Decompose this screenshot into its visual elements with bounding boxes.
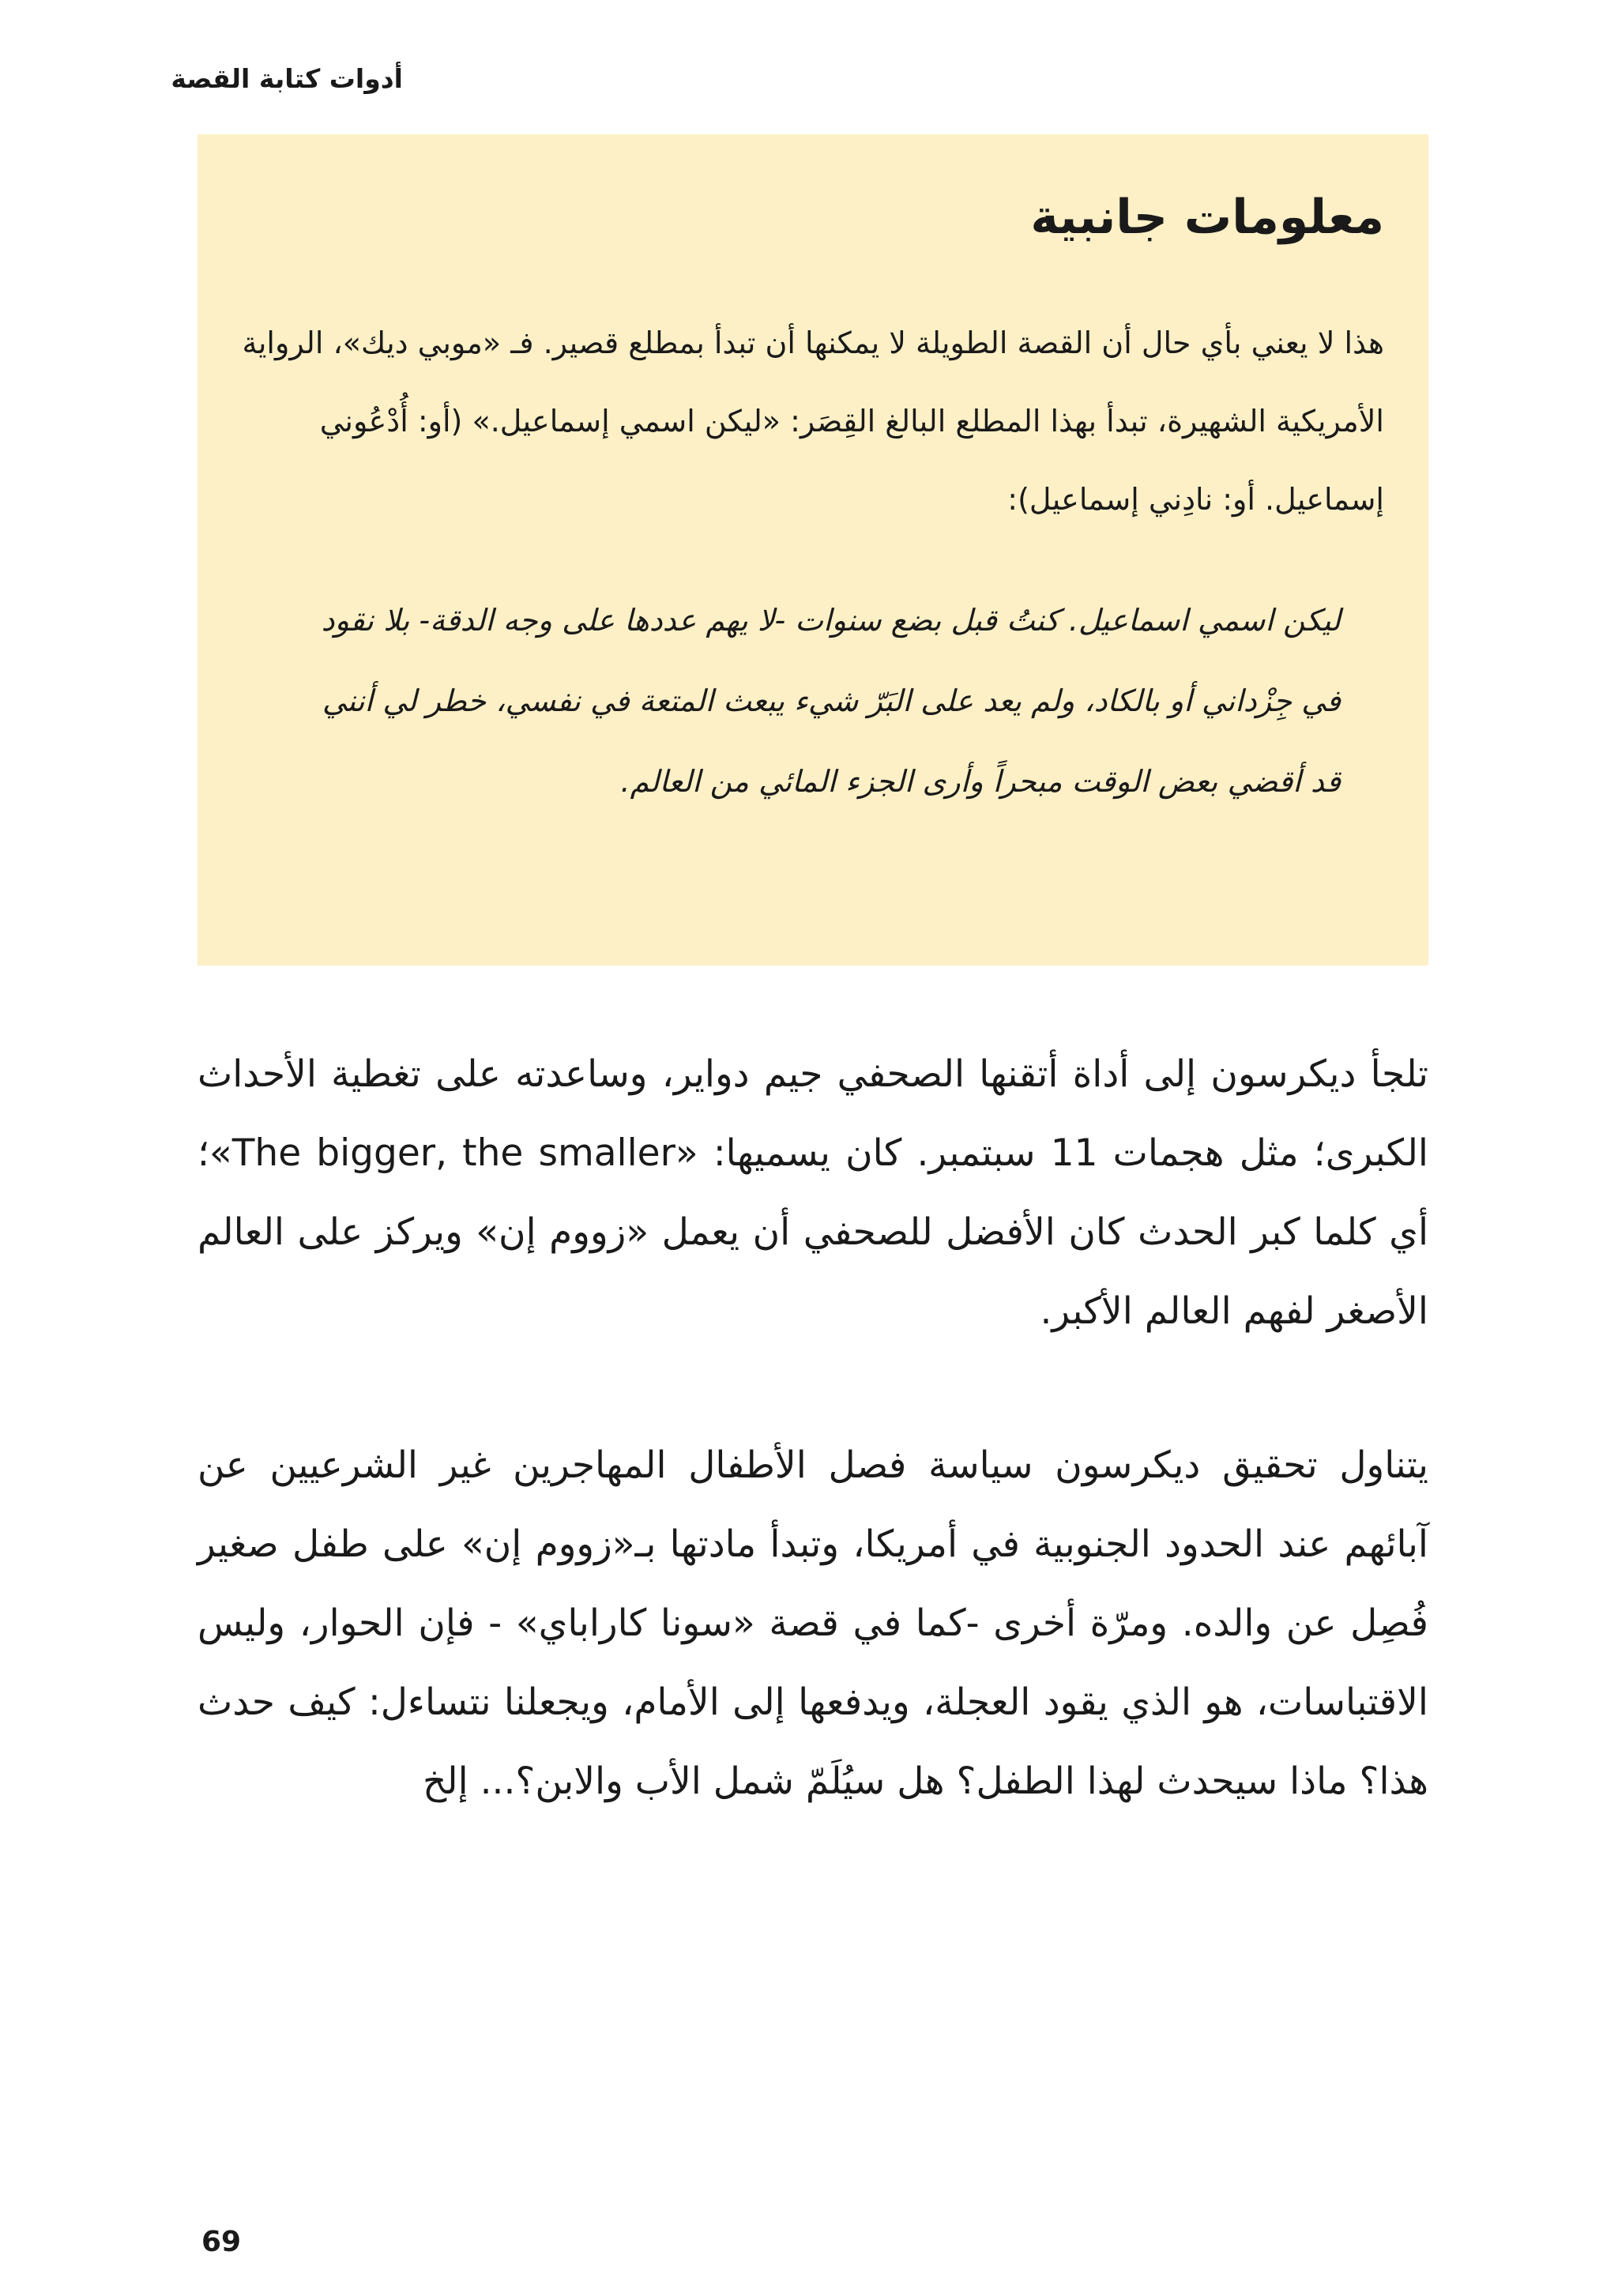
- body-paragraph: تلجأ ديكرسون إلى أداة أتقنها الصحفي جيم دواير، وساعدته على تغطية الأحداث الكبرى؛ مثل هجمات 11 سبتمبر. كان يسميها: «The bigger, the smaller»؛ أي كلما كبر الحدث كان الأفضل للصحفي أن يعمل «زووم إن» ويركز على العالم الأصغر لفهم العالم الأكبر.: [198, 1052, 1428, 1333]
- sidebar-box: [198, 134, 1428, 965]
- running-header-title: أدوات كتابة القصة: [171, 63, 403, 94]
- sidebar-intro-paragraph: هذا لا يعني بأي حال أن القصة الطويلة لا يمكنها أن تبدأ بمطلع قصير. فـ «موبي ديك»، الرواية الأمريكية الشهيرة، تبدأ بهذا المطلع البالغ القِصَر: «ليكن اسمي إسماعيل.» (أو: أُدْعُوني إسماعيل. أو: نادِني إسماعيل):: [242, 326, 1384, 517]
- body-paragraph: يتناول تحقيق ديكرسون سياسة فصل الأطفال المهاجرين غير الشرعيين عن آبائهم عند الحدود الجنوبية في أمريكا، وتبدأ مادتها بـ«زووم إن» على طفل صغير فُصِل عن والده. ومرّة أخرى -كما في قصة «سونا كاراباي» - فإن الحوار، وليس الاقتباسات، هو الذي يقود العجلة، ويدفعها إلى الأمام، ويجعلنا نتساءل: كيف حدث هذا؟ ماذا سيحدث لهذا الطفل؟ هل سيُلَمّ شمل الأب والابن؟... إلخ: [198, 1443, 1428, 1803]
- page-number: 69: [201, 2226, 242, 2258]
- sidebar-quote: ليكن اسمي اسماعيل. كنتُ قبل بضع سنوات -لا يهم عددها على وجه الدقة- بلا نقود في جِزْداني أو بالكاد، ولم يعد على البَرّ شيء يبعث المتعة في نفسي، خطر لي أنني قد أقضي بعض الوقت مبحراً وأرى الجزء المائي من العالم.: [321, 603, 1341, 799]
- sidebar-title: معلومات جانبية: [1030, 190, 1384, 245]
